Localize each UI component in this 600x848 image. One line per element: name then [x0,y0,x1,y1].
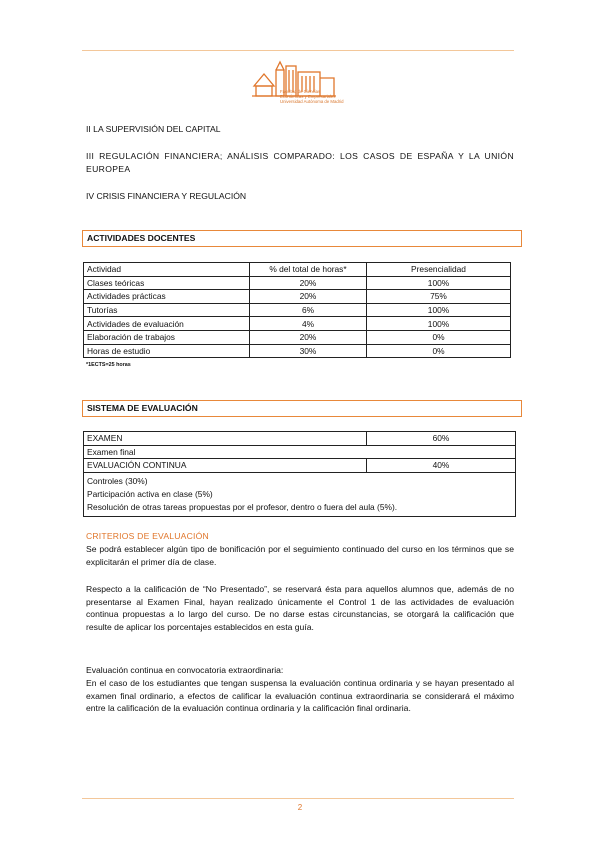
table-row [84,290,511,304]
cell-actividad: Actividades de evaluación [84,317,250,331]
continua-item: Participación activa en clase (5%) [87,488,213,499]
cell-actividad: Tutorías [84,303,250,317]
examen-value: 60% [367,432,516,446]
cell-porcentaje: 20% [250,330,367,344]
cell-presencialidad: 100% [367,276,511,290]
cell-porcentaje: 4% [250,317,367,331]
criterios-paragraph-3: En el caso de los estudiantes que tengan suspensa la evaluación continua ordinaria y se hayan presentado al examen final ordinario, a efectos de calificar la evaluación continua extraordinaria se considerará el máximo entre la calificación de la evaluación continua ordinaria y la calificación final ordinaria. [86,678,514,713]
cell-presencialidad: 0% [367,344,511,358]
continua-item: Resolución de otras tareas propuestas por el profesor, dentro o fuera del aula (5%). [87,502,398,513]
header-actividad: Actividad [84,263,250,277]
header-rule [82,50,514,51]
table-row [84,330,511,344]
ects-note: *1ECTS=25 horas [86,362,131,368]
header-porcentaje: % del total de horas* [250,263,367,277]
page-number: 2 [297,803,303,812]
cell-presencialidad: 0% [367,330,511,344]
cell-actividad: Clases teóricas [84,276,250,290]
examen-label: EXAMEN [84,432,367,446]
table-row [84,303,511,317]
criterios-paragraph-2: Respecto a la calificación de “No Presentado”, se reservará ésta para aquellos alumnos que, además de no presentarse al Examen Final, hayan realizado únicamente el Control 1 de las actividades de evaluación continua propuestas a lo largo del curso. De no darse estas circunstancias, se otorgará la calificación que resulte de aplicar los porcentajes establecidos en esta guía. [86,584,514,632]
topic-3: III REGULACIÓN FINANCIERA; ANÁLISIS COMPARADO: LOS CASOS DE ESPAÑA Y LA UNIÓN EUROPEA [86,151,514,174]
table-row [84,317,511,331]
actividades-table [83,262,511,358]
cell-presencialidad: 75% [367,290,511,304]
section-sistema-evaluacion: SISTEMA DE EVALUACIÓN [82,400,522,417]
section-actividades-docentes: ACTIVIDADES DOCENTES [82,230,522,247]
continua-label: EVALUACIÓN CONTINUA [84,459,367,473]
table-row [84,459,516,473]
table-row [84,344,511,358]
cell-actividad: Actividades prácticas [84,290,250,304]
logo-line-1: Facultad de Ciencias [280,89,321,94]
continua-item: Controles (30%) [87,475,148,486]
cell-actividad: Horas de estudio [84,344,250,358]
table-row [84,276,511,290]
table-row [84,432,516,446]
cell-presencialidad: 100% [367,303,511,317]
cell-actividad: Elaboración de trabajos [84,330,250,344]
evaluacion-extraordinaria-title: Evaluación continua en convocatoria extraordinaria: [86,665,284,675]
continua-detail [84,472,516,517]
header-presencialidad: Presencialidad [367,263,511,277]
table-row [84,472,516,517]
logo-line-3: Universidad Autónoma de Madrid [280,99,344,104]
cell-porcentaje: 6% [250,303,367,317]
topic-2: II LA SUPERVISIÓN DEL CAPITAL [86,124,221,134]
cell-porcentaje: 20% [250,276,367,290]
table-header-row [84,263,511,277]
table-row [84,445,516,459]
cell-presencialidad: 100% [367,317,511,331]
continua-value: 40% [367,459,516,473]
examen-final: Examen final [84,445,516,459]
topic-4: IV CRISIS FINANCIERA Y REGULACIÓN [86,191,247,201]
cell-porcentaje: 30% [250,344,367,358]
footer-rule [82,798,514,799]
cell-porcentaje: 20% [250,290,367,304]
evaluacion-table [83,431,516,517]
criterios-paragraph-1: Se podrá establecer algún tipo de bonificación por el seguimiento continuado del curso en los términos que se explicitarán el primer día de clase. [86,544,514,567]
criterios-title: CRITERIOS DE EVALUACIÓN [86,531,209,541]
faculty-logo-icon [250,58,346,118]
logo-line-2: Económicas y Empresariales [280,94,336,99]
